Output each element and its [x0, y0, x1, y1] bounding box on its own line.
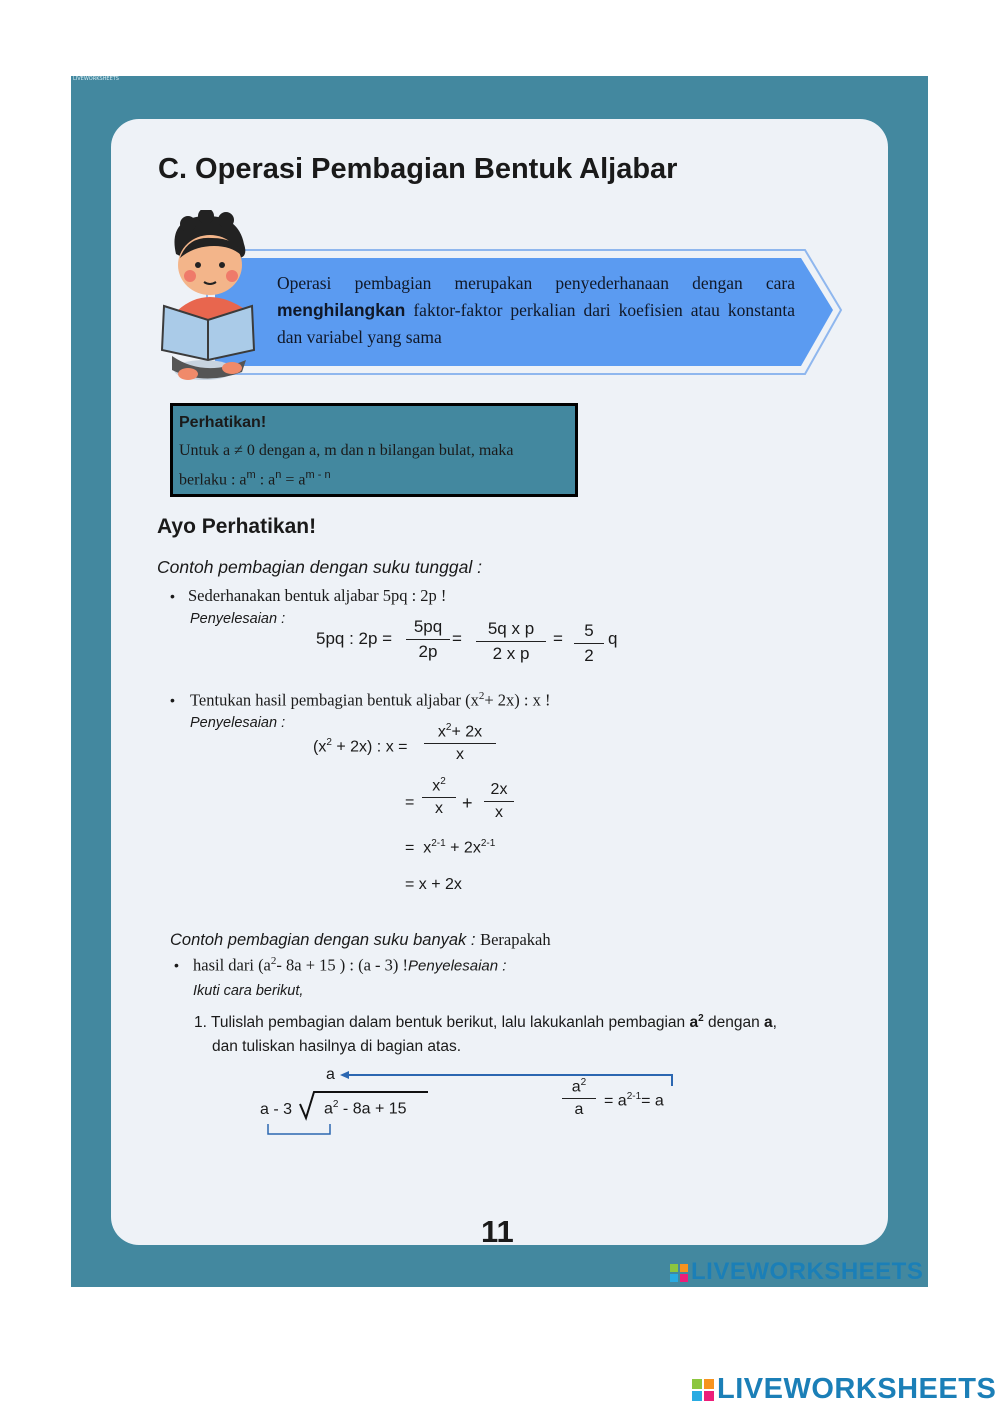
note-line1: Untuk a ≠ 0 dengan a, m dan n bilangan bulat, maka — [179, 442, 514, 459]
intro-bold-keyword: menghilangkan — [277, 300, 406, 320]
ex2-fraction-2 — [422, 776, 456, 818]
ex1-eq-2: = — [553, 629, 563, 648]
side-fraction — [562, 1077, 596, 1119]
ex2-f1-num-a: x — [437, 723, 446, 741]
multi-term-heading-line — [170, 930, 551, 950]
ld-div-b: - 8a + 15 — [342, 1100, 407, 1118]
side-num-sup: 2 — [580, 1077, 587, 1088]
ex2-line3-a: x — [423, 839, 432, 857]
ex2-fraction-3 — [484, 781, 514, 822]
ex2-f1-den: x — [456, 746, 464, 764]
example2-suffix: + 2x) : x ! — [484, 690, 551, 710]
ld-dividend — [324, 1099, 407, 1118]
ld-div-a: a — [324, 1100, 333, 1118]
example2-sup: 2 — [478, 690, 485, 702]
ex1-f1-den: 2p — [418, 642, 438, 661]
rule-note-box — [170, 403, 578, 497]
side-sup: 2-1 — [626, 1091, 642, 1102]
side-result — [604, 1091, 664, 1110]
reading-boy-illustration — [158, 210, 278, 385]
example2-question — [190, 690, 551, 711]
page-number: 11 — [481, 1214, 514, 1249]
bullet-dot: • — [170, 692, 175, 708]
ex2-f2-num — [422, 776, 456, 795]
single-term-heading: Contoh pembagian dengan suku tunggal : — [157, 557, 482, 577]
ex1-lhs: 5pq : 2p = — [316, 629, 393, 648]
side-den: a — [574, 1101, 584, 1119]
ex1-fraction-2 — [476, 619, 546, 664]
ex1-f2-num: 5q x p — [487, 619, 535, 638]
note-exp-m: m — [246, 469, 256, 481]
example1-question: Sederhanakan bentuk aljabar 5pq : 2p ! — [188, 586, 447, 605]
note-title: Perhatikan! — [179, 414, 267, 431]
multi-term-tail: Berapakah — [480, 930, 551, 949]
ex2-f1-num-b: + 2x — [451, 723, 483, 741]
ex1-q: q — [608, 629, 618, 648]
ex2-lhs-b: + 2x) : x = — [331, 738, 408, 756]
side-res: = a — [641, 1092, 664, 1110]
ex2-lhs — [313, 737, 407, 756]
solution-label: Penyelesaian : — [190, 715, 286, 731]
bullet-dot: • — [174, 957, 179, 973]
example3-prefix: hasil dari (a — [193, 955, 271, 975]
ex2-f2-den: x — [435, 800, 443, 818]
liveworksheets-icon — [692, 1379, 714, 1401]
intro-text-before: Operasi pembagian merupakan penyederhanaan dengan cara — [277, 273, 795, 293]
ex2-eq-3: = — [405, 839, 415, 857]
ex2-lhs-a: (x — [313, 738, 327, 756]
page-title: C. Operasi Pembagian Bentuk Aljabar — [158, 153, 678, 185]
note-exp-n: n — [275, 469, 282, 481]
side-num — [562, 1077, 596, 1096]
ex2-lhs-sup: 2 — [326, 737, 332, 748]
intro-text-after: faktor-faktor perkalian dari koefisien atau konstanta dan variabel yang sama — [277, 300, 795, 347]
step1-c: , — [772, 1014, 777, 1032]
ex2-line3 — [405, 838, 495, 857]
ex2-f3-num: 2x — [490, 781, 508, 798]
ld-divisor: a - 3 — [260, 1101, 293, 1118]
ex2-plus: + — [462, 793, 473, 813]
side-num-a: a — [571, 1078, 581, 1096]
follow-steps: Ikuti cara berikut, — [193, 983, 304, 999]
ld-div-sup: 2 — [332, 1099, 339, 1110]
note-text — [179, 438, 513, 492]
step1-a3: a — [764, 1014, 773, 1032]
example3-solution-label: Penyelesaian : — [408, 957, 507, 975]
example3-mid: - 8a + 15 ) : (a - 3) ! — [276, 955, 409, 975]
ex2-f2-num-x: x — [432, 777, 441, 795]
bullet-dot: • — [170, 588, 175, 604]
ex2-f1-num-sup: 2 — [445, 722, 452, 733]
ex2-f1-num — [424, 722, 496, 741]
liveworksheets-logo-inner — [670, 1258, 923, 1286]
liveworksheets-text-outer: LIVEWORKSHEETS — [717, 1373, 997, 1405]
ex2-eq: = — [405, 794, 415, 811]
liveworksheets-text-inner: LIVEWORKSHEETS — [691, 1258, 924, 1285]
note-exp-mn: m - n — [305, 469, 331, 481]
step1-a: 1. Tulislah pembagian dalam bentuk berikut, lalu lakukanlah pembagian — [194, 1014, 686, 1032]
step1-b: dengan — [707, 1014, 760, 1032]
ex1-f2-den: 2 x p — [492, 644, 530, 663]
liveworksheets-icon — [670, 1264, 688, 1282]
step1-a2: a — [689, 1014, 699, 1032]
ex1-eq-1: = — [452, 629, 462, 648]
ex2-fraction-1 — [424, 722, 496, 764]
ex1-f3-den: 2 — [584, 646, 594, 665]
example2-prefix: Tentukan hasil pembagian bentuk aljabar (x — [190, 690, 479, 710]
step1-sup: 2 — [698, 1013, 704, 1024]
example3-sup: 2 — [270, 955, 277, 967]
intro-paragraph — [277, 270, 795, 351]
ex1-fraction-3 — [574, 621, 604, 666]
ex2-line3-b: + 2x — [450, 839, 481, 857]
step1-line2: dan tuliskan hasilnya di bagian atas. — [212, 1038, 462, 1055]
ex1-f1-num: 5pq — [413, 617, 443, 636]
solution-label: Penyelesaian : — [190, 611, 286, 627]
ex2-f2-sup: 2 — [440, 776, 446, 787]
note-colon-a: : a — [255, 471, 276, 489]
ld-quotient: a — [326, 1066, 335, 1083]
multi-term-heading: Contoh pembagian dengan suku banyak : — [170, 931, 476, 949]
ex2-f3-den: x — [495, 804, 503, 821]
ex2-line4: = x + 2x — [405, 876, 462, 893]
note-eq-a: = a — [281, 471, 306, 489]
side-eq: = a — [604, 1092, 627, 1110]
ex2-line3-sup1: 2-1 — [431, 838, 446, 849]
note-line2-prefix: berlaku : a — [179, 471, 247, 489]
ex1-fraction-1 — [406, 617, 450, 662]
section-heading: Ayo Perhatikan! — [157, 515, 317, 538]
liveworksheets-logo-outer[interactable] — [692, 1373, 996, 1406]
tiny-brand: LIVEWORKSHEETS — [73, 76, 119, 82]
ex1-f3-num: 5 — [584, 621, 594, 640]
step1-line1 — [194, 1013, 777, 1032]
ex2-line3-sup2: 2-1 — [480, 838, 496, 849]
example3-question — [193, 955, 506, 976]
